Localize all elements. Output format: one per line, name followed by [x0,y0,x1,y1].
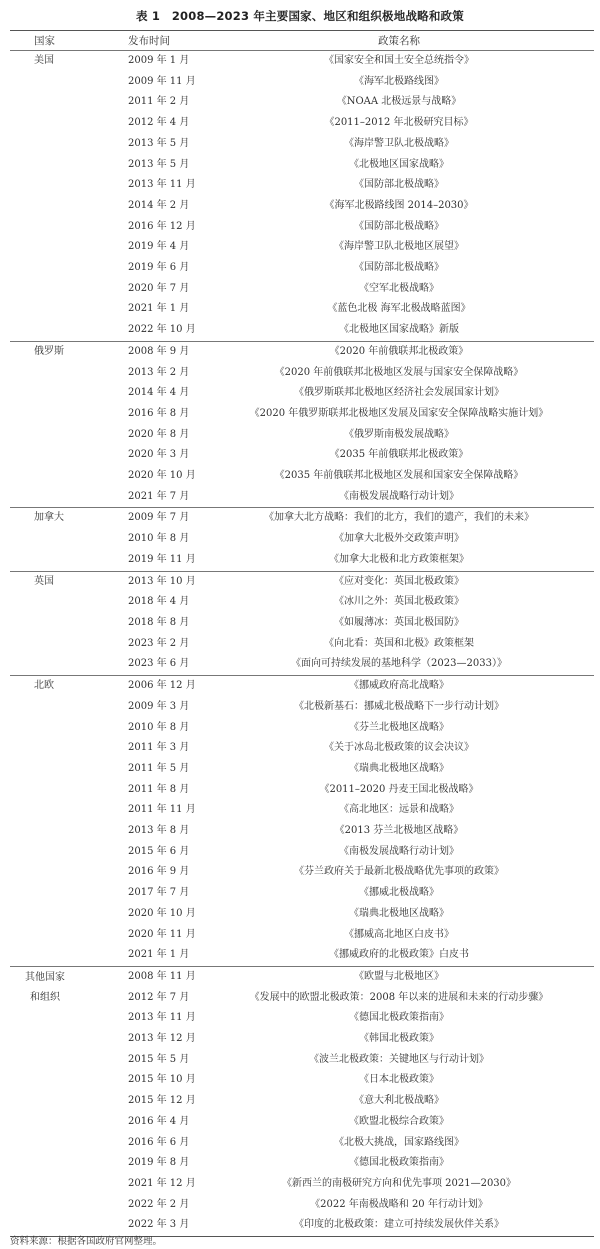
policy-cell: 《挪威高北地区白皮书》 [344,928,454,940]
table-row [10,155,594,176]
policy-cell: 《发展中的欧盟北极政策：2008 年以来的进展和未来的行动步骤》 [249,991,549,1003]
group-uk [10,571,594,676]
date-cell: 2011 年 3 月 [128,742,190,754]
date-cell: 2009 年 1 月 [128,55,190,66]
policy-cell: 《应对变化：英国北极政策》 [334,575,464,587]
policy-cell: 《意大利北极战略》 [354,1095,444,1107]
table-row [10,404,594,425]
policy-cell: 《2020 年前俄联邦北极地区发展与国家安全保障战略》 [274,366,524,378]
table-row [10,904,594,925]
date-cell: 2013 年 5 月 [128,158,190,170]
table-row [10,800,594,821]
policy-cell: 《日本北极政策》 [359,1074,439,1086]
date-cell: 2019 年 11 月 [128,553,196,565]
policy-cell: 《面向可持续发展的基地科学（2023—2033）》 [291,658,507,670]
table-row [10,237,594,258]
policy-cell: 《海军北极路线图 2014–2030》 [324,199,474,211]
date-cell: 2015 年 5 月 [128,1053,190,1065]
policy-cell: 《德国北极政策指南》 [349,1012,449,1024]
policy-cell: 《芬兰政府关于最新北极战略优先事项的政策》 [294,866,504,878]
date-cell: 2013 年 10 月 [128,575,196,587]
table-row [10,508,594,529]
policy-cell: 《2011–2020 丹麦王国北极战略》 [319,783,479,795]
policy-cell: 《国家安全和国土安全总统指令》 [324,55,474,66]
policy-cell: 《高北地区：远景和战略》 [339,804,459,816]
source-note: 资料来源：根据各国政府官网整理。 [10,1236,163,1247]
date-cell: 2016 年 12 月 [128,220,196,232]
policy-cell: 《如履薄冰：英国北极国防》 [334,616,464,628]
date-cell: 2021 年 1 月 [128,303,190,315]
policy-cell: 《瑞典北极地区战略》 [349,762,449,774]
table-row [10,529,594,550]
country-cell: 北欧 [34,680,54,692]
date-cell: 2014 年 4 月 [128,387,190,399]
policy-cell: 《2022 年南极战略和 20 年行动计划》 [310,1198,488,1210]
policy-cell: 《2035 年前俄联邦北极地区发展和国家安全保障战略》 [274,470,524,482]
table-row [10,1195,594,1216]
table-row [10,676,594,697]
table-row [10,1153,594,1174]
policy-cell: 《北极新基石：挪威北极战略下一步行动计划》 [294,700,504,712]
policy-cell: 《2011–2012 年北极研究目标》 [324,117,474,129]
table-row [10,51,594,72]
date-cell: 2013 年 11 月 [128,179,196,191]
date-cell: 2021 年 12 月 [128,1177,196,1189]
date-cell: 2016 年 4 月 [128,1115,190,1127]
table-row [10,1174,594,1195]
country-cell: 俄罗斯 [34,345,64,357]
table-row [10,363,594,384]
date-cell: 2014 年 2 月 [128,199,190,211]
date-cell: 2016 年 8 月 [128,407,190,419]
date-cell: 2012 年 7 月 [128,991,190,1003]
table-row [10,299,594,320]
policy-cell: 《2020 年俄罗斯联邦北极地区发展及国家安全保障战略实施计划》 [249,407,549,419]
group-russia [10,341,594,508]
date-cell: 2010 年 8 月 [128,721,190,733]
table-row [10,759,594,780]
table-row [10,718,594,739]
date-cell: 2022 年 10 月 [128,324,196,336]
policy-cell: 《德国北极政策指南》 [349,1157,449,1169]
policy-cell: 《关于冰岛北极政策的议会决议》 [324,742,474,754]
table-row [10,925,594,946]
date-cell: 2015 年 6 月 [128,845,190,857]
table-row [10,634,594,655]
date-cell: 2013 年 8 月 [128,825,190,837]
policy-cell: 《南极发展战略行动计划》 [339,490,459,502]
policy-cell: 《加拿大北方战略：我们的北方，我们的遗产，我们的未来》 [264,512,534,524]
policy-cell: 《空军北极战略》 [359,282,439,294]
date-cell: 2016 年 9 月 [128,866,190,878]
date-cell: 2015 年 10 月 [128,1074,196,1086]
table-row [10,445,594,466]
table-row [10,1008,594,1029]
table-row [10,571,594,592]
header-row [10,31,594,51]
policy-cell: 《北极地区国家战略》新版 [339,324,459,336]
date-cell: 2008 年 11 月 [128,970,196,982]
table-row [10,279,594,300]
table-row [10,821,594,842]
policy-table [10,30,594,1237]
table-row [10,780,594,801]
policy-cell: 《芬兰北极地区战略》 [349,721,449,733]
policy-cell: 《北极大挑战，国家路线图》 [334,1136,464,1148]
country-cell: 加拿大 [34,512,64,524]
policy-cell: 《欧盟与北极地区》 [354,970,444,982]
table-row [10,883,594,904]
table-row [10,1091,594,1112]
date-cell: 2006 年 12 月 [128,680,196,692]
policy-cell: 《瑞典北极地区战略》 [349,907,449,919]
policy-cell: 《俄罗斯联邦北极地区经济社会发展国家计划》 [294,387,504,399]
policy-cell: 《新西兰的南极研究方向和优先事项 2021—2030》 [281,1177,517,1189]
table-row [10,72,594,93]
policy-cell: 《NOAA 北极远景与战略》 [336,96,462,108]
group-canada [10,508,594,571]
date-cell: 2020 年 7 月 [128,282,190,294]
header-country: 国家 [34,35,55,47]
country-line-1: 其他国家 [25,971,65,983]
date-cell: 2010 年 8 月 [128,533,190,545]
table-row [10,113,594,134]
country-cell: 美国 [34,55,54,66]
policy-cell: 《南极发展战略行动计划》 [339,845,459,857]
date-cell: 2022 年 3 月 [128,1219,190,1231]
table-row [10,466,594,487]
table-row [10,425,594,446]
table-header [10,31,594,51]
policy-cell: 《冰川之外：英国北极政策》 [334,596,464,608]
group-others [10,966,594,1236]
date-cell: 2011 年 5 月 [128,762,190,774]
table-row [10,175,594,196]
date-cell: 2013 年 12 月 [128,1033,196,1045]
date-cell: 2011 年 11 月 [128,804,196,816]
table-row [10,320,594,341]
date-cell: 2020 年 8 月 [128,428,190,440]
table-row [10,196,594,217]
date-cell: 2009 年 7 月 [128,512,190,524]
date-cell: 2012 年 4 月 [128,117,190,129]
date-cell: 2013 年 5 月 [128,137,190,149]
table-row [10,613,594,634]
table-row [10,383,594,404]
date-cell: 2009 年 11 月 [128,75,196,87]
table-row [10,592,594,613]
date-cell: 2016 年 6 月 [128,1136,190,1148]
table-row [10,1133,594,1154]
table-row [10,654,594,675]
table-row [10,862,594,883]
date-cell: 2011 年 8 月 [128,783,190,795]
policy-cell: 《海军北极路线图》 [354,75,444,87]
date-cell: 2023 年 6 月 [128,658,190,670]
date-cell: 2018 年 4 月 [128,596,190,608]
policy-cell: 《挪威政府高北战略》 [349,680,449,692]
table-row [10,945,594,966]
date-cell: 2019 年 6 月 [128,262,190,274]
date-cell: 2009 年 3 月 [128,700,190,712]
policy-cell: 《海岸警卫队北极地区展望》 [334,241,464,253]
group-usa [10,51,594,342]
policy-cell: 《向北看：英国和北极》政策框架 [324,637,474,649]
country-cell: 英国 [34,575,54,587]
policy-cell: 《挪威政府的北极政策》白皮书 [329,949,469,961]
date-cell: 2020 年 10 月 [128,907,196,919]
policy-cell: 《韩国北极政策》 [359,1033,439,1045]
policy-cell: 《欧盟北极综合政策》 [349,1115,449,1127]
policy-cell: 《挪威北极战略》 [359,887,439,899]
date-cell: 2021 年 7 月 [128,490,190,502]
date-cell: 2015 年 12 月 [128,1095,196,1107]
table-row [10,842,594,863]
policy-cell: 《俄罗斯南极发展战略》 [344,428,454,440]
table-row [10,1050,594,1071]
date-cell: 2019 年 8 月 [128,1157,190,1169]
date-cell: 2013 年 2 月 [128,366,190,378]
table-row [10,487,594,508]
policy-cell: 《加拿大北极和北方政策框架》 [329,553,469,565]
policy-cell: 《国防部北极战略》 [354,220,444,232]
policy-cell: 《2035 年前俄联邦北极政策》 [329,449,469,461]
table-row [10,697,594,718]
table-caption: 表 1 2008—2023 年主要国家、地区和组织极地战略和政策 [136,9,464,23]
policy-cell: 《加拿大北极外交政策声明》 [334,533,464,545]
country-cell [10,966,96,1236]
policy-cell: 《印度的北极政策：建立可持续发展伙伴关系》 [294,1219,504,1231]
table-row [10,1112,594,1133]
policy-cell: 《北极地区国家战略》 [349,158,449,170]
table-row [10,92,594,113]
policy-table-container [10,30,594,1237]
date-cell: 2022 年 2 月 [128,1198,190,1210]
date-cell: 2018 年 8 月 [128,616,190,628]
table-row [10,966,594,987]
policy-cell: 《海岸警卫队北极战略》 [344,137,454,149]
table-row [10,341,594,362]
date-cell: 2008 年 9 月 [128,345,190,357]
table-row [10,738,594,759]
header-policy: 政策名称 [378,35,420,47]
date-cell: 2021 年 1 月 [128,949,190,961]
policy-cell: 《2013 芬兰北极地区战略》 [334,825,464,837]
table-row [10,550,594,571]
date-cell: 2020 年 10 月 [128,470,196,482]
date-cell: 2023 年 2 月 [128,637,190,649]
date-cell: 2019 年 4 月 [128,241,190,253]
country-line-2: 和组织 [30,991,60,1003]
table-row [10,258,594,279]
date-cell: 2020 年 11 月 [128,928,196,940]
table-row [10,217,594,238]
date-cell: 2013 年 11 月 [128,1012,196,1024]
table-row [10,134,594,155]
date-cell: 2020 年 3 月 [128,449,190,461]
policy-cell: 《国防部北极战略》 [354,179,444,191]
date-cell: 2011 年 2 月 [128,96,190,108]
table-row [10,1029,594,1050]
date-cell: 2017 年 7 月 [128,887,190,899]
table-row [10,988,594,1009]
policy-cell: 《国防部北极战略》 [354,262,444,274]
policy-cell: 《2020 年前俄联邦北极政策》 [329,345,469,357]
header-date: 发布时间 [128,35,170,47]
group-nordic [10,676,594,967]
policy-cell: 《波兰北极政策：关键地区与行动计划》 [309,1053,489,1065]
table-row [10,1070,594,1091]
policy-cell: 《蓝色北极 海军北极战略蓝图》 [327,303,471,315]
